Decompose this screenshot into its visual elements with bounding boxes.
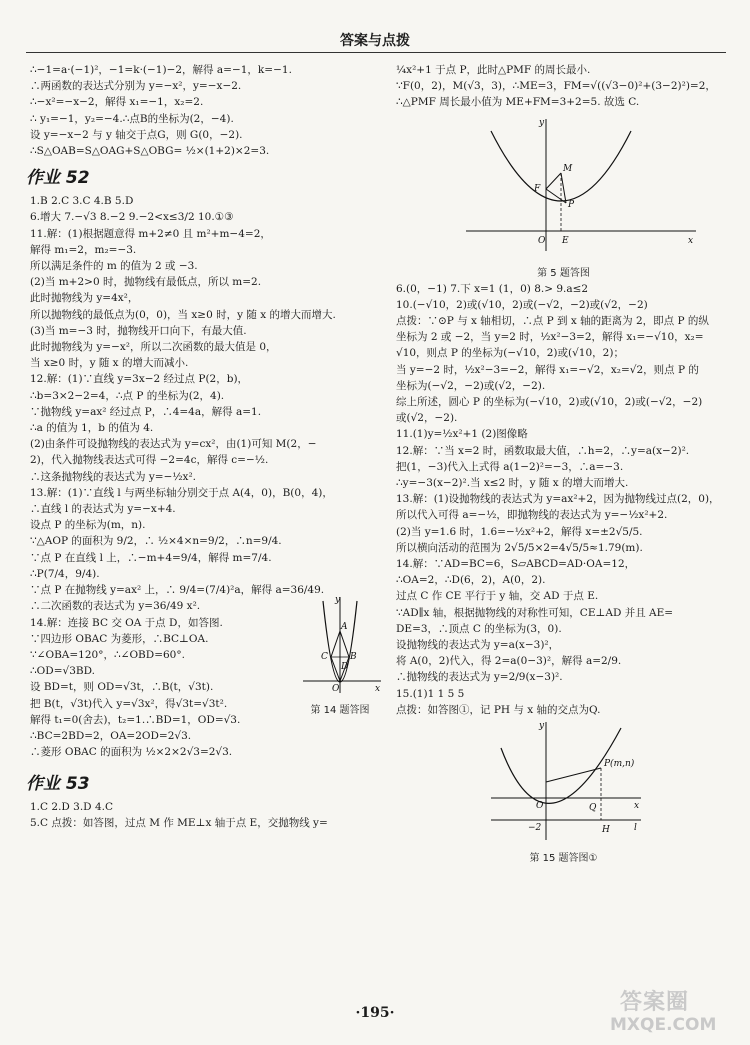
text-line: 把 B(t，√3t)代入 y=√3x²，得√3t=√3t².	[30, 697, 228, 710]
text-line: 点拨：∵⊙P 与 x 轴相切，∴点 P 到 x 轴的距离为 2，即点 P 的纵	[396, 315, 709, 328]
fig14-caption: 第 14 题答图	[310, 704, 370, 716]
svg-text:E: E	[562, 235, 569, 246]
text-line: 2)，代入抛物线表达式可得 −2=4c，解得 c=−½.	[30, 454, 269, 467]
fig5-caption: 第 5 题答图	[537, 267, 590, 279]
text-line: 或(√2，−2).	[396, 412, 458, 425]
svg-text:O: O	[538, 235, 546, 246]
svg-text:P: P	[568, 199, 575, 210]
text-line: 坐标为(−√2，−2)或(√2，−2).	[396, 379, 546, 392]
text-line: ∴直线 l 的表达式为 y=−x+4.	[30, 503, 176, 516]
text-line: ∴OD=√3BD.	[30, 665, 95, 678]
text-line: 将 A(0，2)代入，得 2=a(0−3)²，解得 a=2/9.	[396, 655, 622, 668]
svg-text:P(m,n): P(m,n)	[604, 759, 635, 770]
fig15-graph	[396, 718, 731, 846]
section-52-heading: 作业 52	[26, 168, 90, 189]
text-line: 15.(1)1 1 5 5	[396, 687, 465, 700]
svg-text:Q: Q	[589, 803, 597, 814]
text-line: ∵△AOP 的面积为 9/2，∴ ½×4×n=9/2，∴n=9/4.	[30, 535, 282, 548]
text-line: ∵∠OBA=120°，∴∠OBD=60°.	[30, 648, 185, 661]
text-line: ∵AD∥x 轴，根据抛物线的对称性可知，CE⊥AD 并且 AE=	[396, 606, 674, 619]
svg-text:F: F	[534, 183, 541, 194]
fig5	[396, 111, 731, 281]
section-53-lines	[30, 799, 380, 831]
text-line: ∴△PMF 周长最小值为 ME+FM=3+2=5. 故选 C.	[396, 96, 640, 109]
text-line: ∴a 的值为 1，b 的值为 4.	[30, 422, 154, 435]
watermark-logo: 答案圈	[620, 990, 690, 1015]
text-line: 12.解：∵当 x=2 时，函数取最大值，∴h=2，∴y=a(x−2)².	[396, 444, 690, 457]
text-line: (2)当 m+2>0 时，抛物线有最低点，所以 m=2.	[30, 276, 262, 289]
text-line: ∴ y₁=−1，y₂=−4.∴点B的坐标为(2，−4).	[30, 112, 234, 125]
text-line: 1.C 2.D 3.D 4.C	[30, 800, 113, 813]
svg-text:x: x	[688, 235, 694, 246]
fig14	[295, 593, 385, 719]
right-top-lines	[396, 62, 731, 111]
text-line: 当 x≥0 时，y 随 x 的增大而减小.	[30, 357, 189, 370]
text-line: 点拨：如答图①，记 PH 与 x 轴的交点为Q.	[396, 703, 601, 716]
text-line: 过点 C 作 CE 平行于 y 轴，交 AD 于点 E.	[396, 590, 599, 603]
text-line: 11.(1)y=½x²+1 (2)图像略	[396, 428, 528, 441]
svg-text:D: D	[341, 661, 349, 672]
right-column	[396, 62, 731, 863]
text-line: 当 y=−2 时，½x²−3=−2，解得 x₁=−√2，x₂=√2，则点 P 的	[396, 363, 699, 376]
text-line: 坐标为 2 或 −2，当 y=2 时，½x²−3=2，解得 x₁=−√10，x₂=	[396, 331, 704, 344]
right-lines	[396, 281, 731, 718]
left-top-lines	[30, 62, 380, 159]
text-line: √10，则点 P 的坐标为(−√10，2)或(√10，2)；	[396, 347, 624, 360]
svg-text:x: x	[375, 683, 381, 694]
text-line: 设点 P 的坐标为(m，n).	[30, 519, 146, 532]
svg-text:−2: −2	[528, 823, 542, 834]
fig15	[396, 718, 731, 863]
text-line: ∴两函数的表达式分别为 y=−x²，y=−x−2.	[30, 80, 242, 93]
text-line: 解得 m₁=2，m₂=−3.	[30, 243, 137, 256]
text-line: 设抛物线的表达式为 y=a(x−3)²，	[396, 639, 560, 652]
section-53-heading: 作业 53	[26, 773, 90, 794]
text-line: ∵点 P 在抛物线 y=ax² 上，∴ 9/4=(7/4)²a，解得 a=36/49.	[30, 584, 325, 597]
text-line: ∵F(0，2)，M(√3，3)，∴ME=3，FM=√((√3−0)²+(3−2)²)=2，	[396, 80, 716, 93]
text-line: ∴y=−3(x−2)².当 x≤2 时，y 随 x 的增大而增大.	[396, 477, 629, 490]
text-line: ∵抛物线 y=ax² 经过点 P，∴4=4a，解得 a=1.	[30, 405, 262, 418]
text-line: ¼x²+1 于点 P，此时△PMF 的周长最小.	[396, 64, 591, 76]
text-line: ∴二次函数的表达式为 y=36/49 x².	[30, 600, 201, 613]
text-line: 5.C 点拨：如答图，过点 M 作 ME⊥x 轴于点 E，交抛物线 y=	[30, 816, 328, 829]
svg-text:B: B	[350, 651, 357, 662]
text-line: ∴抛物线的表达式为 y=2/9(x−3)².	[396, 671, 563, 684]
text-line: (2)由条件可设抛物线的表达式为 y=cx²，由(1)可知 M(2，−	[30, 438, 317, 451]
text-line: 此时抛物线为 y=−x²，所以二次函数的最大值是 0，	[30, 341, 277, 354]
text-line: 13.解：(1)∵直线 l 与两坐标轴分别交于点 A(4，0)，B(0，4)，	[30, 486, 333, 499]
text-line: (3)当 m=−3 时，抛物线开口向下，有最大值.	[30, 324, 247, 337]
fig14-graph	[295, 593, 385, 698]
text-line: ∵四边形 OBAC 为菱形，∴BC⊥OA.	[30, 632, 209, 645]
svg-text:y: y	[539, 117, 545, 128]
text-line: 综上所述，圆心 P 的坐标为(−√10，2)或(√10，2)或(−√2，−2)	[396, 396, 703, 409]
watermark-url: MXQE.COM	[610, 1015, 717, 1035]
text-line: 11.解：(1)根据题意得 m+2≠0 且 m²+m−4=2，	[30, 227, 271, 240]
svg-text:l: l	[634, 823, 637, 834]
section-52-lines	[30, 193, 380, 614]
text-line: 所以代入可得 a=−½，即抛物线的表达式为 y=−½x²+2.	[396, 509, 668, 522]
text-line: 14.解：∵AD=BC=6，S▱ABCD=AD·OA=12，	[396, 558, 636, 571]
text-line: ∴−x²=−x−2，解得 x₁=−1，x₂=2.	[30, 96, 204, 109]
text-line: 解得 t₁=0(舍去)，t₂=1.∴BD=1，OD=√3.	[30, 713, 241, 726]
text-line: ∴P(7/4，9/4).	[30, 567, 100, 580]
svg-text:x: x	[634, 801, 640, 812]
text-line: 把(1，−3)代入上式得 a(1−2)²=−3，∴a=−3.	[396, 460, 624, 473]
svg-text:M: M	[563, 163, 573, 174]
text-line: ∴b=3×2−2=4，∴点 P 的坐标为(2，4).	[30, 389, 225, 402]
text-line: ∴S△OAB=S△OAG+S△OBG= ½×(1+2)×2=3.	[30, 145, 270, 158]
text-line: ∴OA=2，∴D(6，2)，A(0，2).	[396, 574, 546, 587]
svg-text:C: C	[321, 651, 328, 662]
text-line: 设 y=−x−2 与 y 轴交于点G，则 G(0，−2).	[30, 128, 243, 141]
text-line: ∴BC=2BD=2，OA=2OD=2√3.	[30, 729, 192, 742]
fig15-caption: 第 15 题答图①	[529, 853, 598, 865]
text-line: ∴菱形 OBAC 的面积为 ½×2×2√3=2√3.	[30, 746, 233, 759]
svg-text:y: y	[539, 721, 545, 732]
fig5-graph	[396, 111, 731, 261]
header-rule	[26, 52, 726, 53]
text-line: 所以满足条件的 m 的值为 2 或 −3.	[30, 260, 198, 273]
text-line: 所以抛物线的最低点为(0，0)，当 x≥0 时，y 随 x 的增大而增大.	[30, 308, 336, 321]
page-number: ·195·	[355, 1005, 395, 1021]
text-line: 1.B 2.C 3.C 4.B 5.D	[30, 195, 134, 208]
text-line: 设 BD=t，则 OD=√3t，∴B(t，√3t).	[30, 681, 214, 694]
text-line: 6.增大 7.−√3 8.−2 9.−2<x≤3/2 10.①③	[30, 211, 234, 224]
text-line: (2)当 y=1.6 时，1.6=−½x²+2，解得 x=±2√5/5.	[396, 525, 643, 538]
left-column	[26, 62, 381, 831]
text-line: 所以横向活动的范围为 2√5/5×2=4√5/5≈1.79(m).	[396, 541, 643, 554]
text-line: ∵点 P 在直线 l 上，∴−m+4=9/4，解得 m=7/4.	[30, 551, 272, 564]
text-line: 6.(0，−1) 7.下 x=1 (1，0) 8.> 9.a≤2	[396, 282, 589, 295]
svg-text:O: O	[536, 801, 544, 812]
text-line: 13.解：(1)设抛物线的表达式为 y=ax²+2，因为抛物线过点(2，0)，	[396, 493, 720, 506]
text-line: ∴−1=a·(−1)²，−1=k·(−1)−2，解得 a=−1，k=−1.	[30, 64, 292, 76]
q14-lines	[30, 615, 295, 761]
text-line: 10.(−√10，2)或(√10，2)或(−√2，−2)或(√2，−2)	[396, 298, 648, 311]
text-line: DE=3，∴顶点 C 的坐标为(3，0).	[396, 622, 562, 635]
text-line: 12.解：(1)∵直线 y=3x−2 经过点 P(2，b)，	[30, 373, 249, 386]
text-line: ∴这条抛物线的表达式为 y=−½x².	[30, 470, 197, 483]
svg-text:y: y	[335, 594, 341, 605]
text-line: 14.解：连接 BC 交 OA 于点 D，如答图.	[30, 616, 223, 629]
svg-text:O: O	[332, 683, 340, 694]
text-line: 此时抛物线为 y=4x²，	[30, 292, 139, 305]
page-header: 答案与点拨	[340, 33, 410, 49]
svg-text:H: H	[602, 825, 610, 836]
svg-text:A: A	[341, 621, 348, 632]
